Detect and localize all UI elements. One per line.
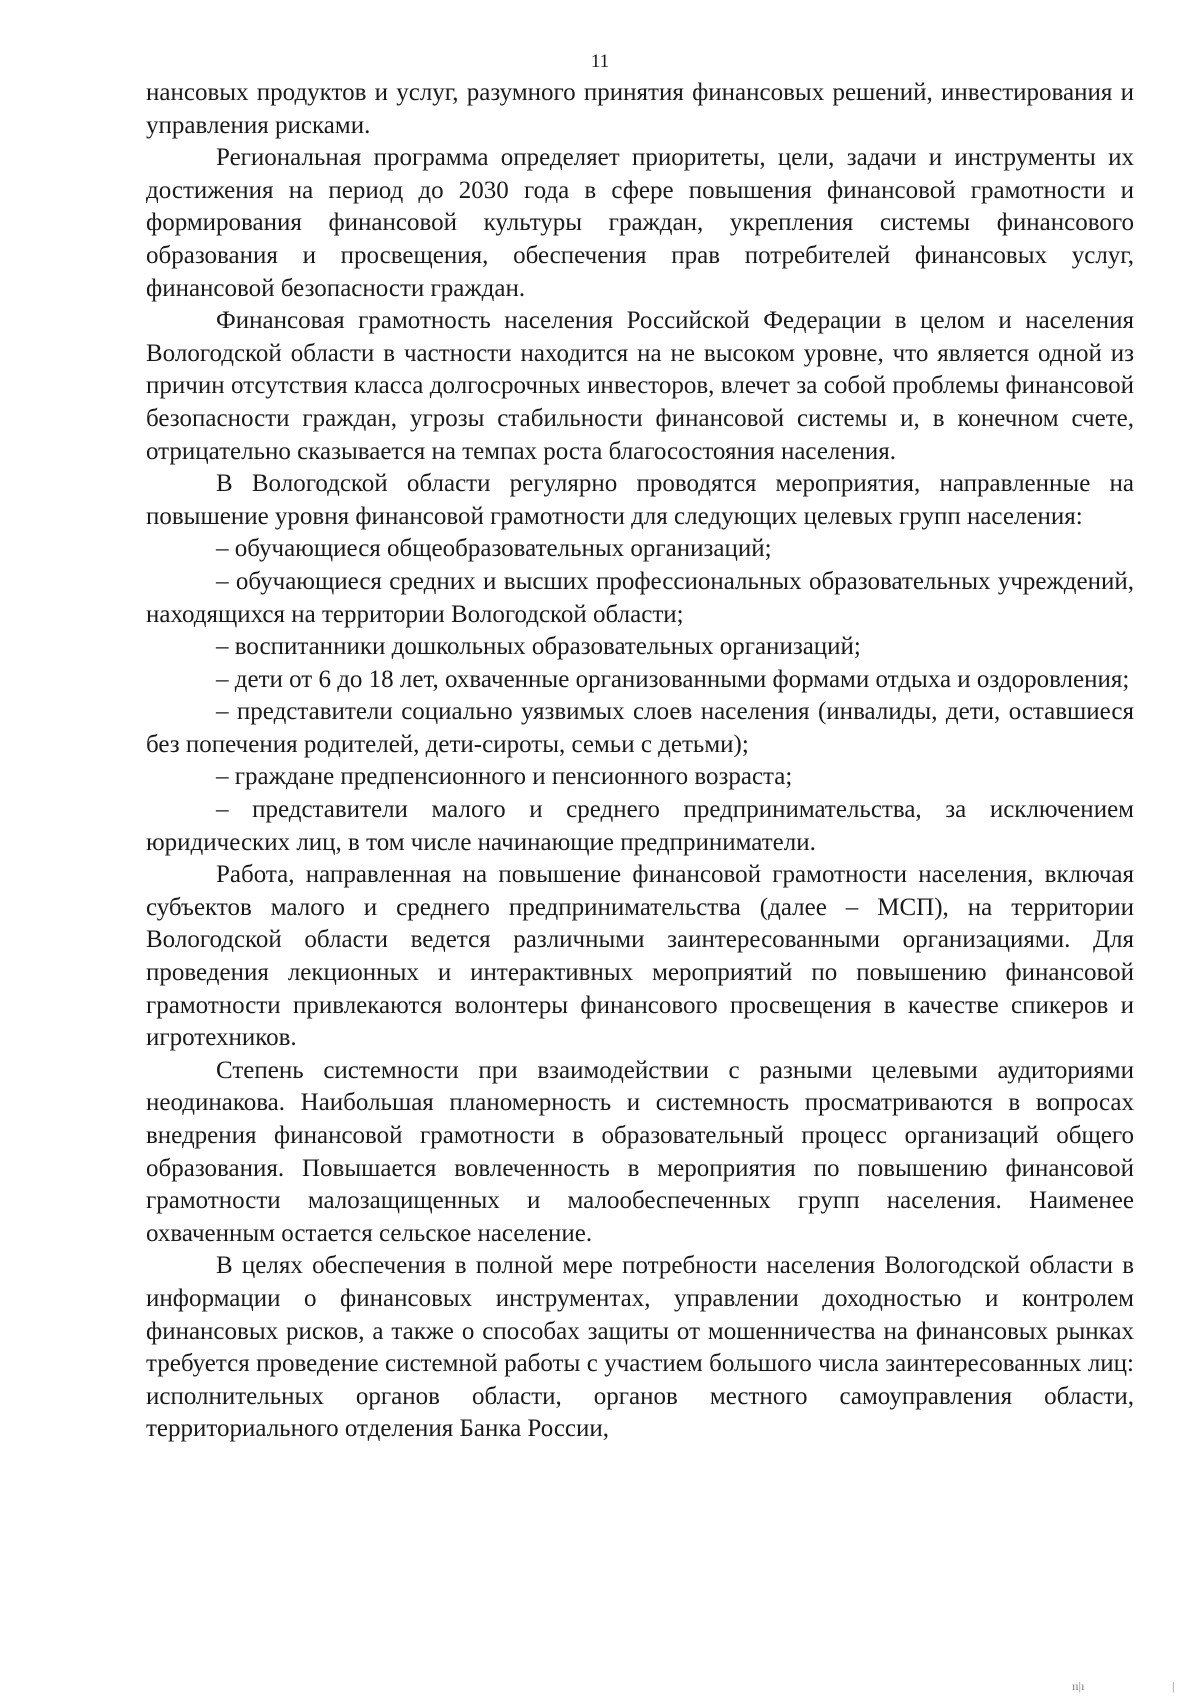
scan-mark: ıı|ı bbox=[1072, 1679, 1085, 1693]
list-item-vulnerable-groups: – представители социально уязвимых слоев населения (инвалиды, дети, оставшиеся без попечения родителей, дети-сироты, семьи с детьми); bbox=[146, 698, 1134, 758]
list-item-entrepreneurs: – представители малого и среднего предпринимательства, за исключением юридических лиц, в том числе начинающие предприниматели. bbox=[146, 796, 1134, 856]
paragraph-systematic-degree: Степень системности при взаимодействии с разными целевыми аудиториями неодинакова. Наибольшая планомерность и системность просматриваются в вопросах внедрения финансовой грамотности в образовательный процесс организаций общего образования. Повышается вовлеченность в мероприятия по повышению финансовой грамотности малозащищенных и малообеспеченных групп населения. Наименее охваченным остается сельское население. bbox=[146, 1056, 1134, 1247]
list-item-children-6-18: – дети от 6 до 18 лет, охваченные организованными формами отдыха и оздоровления; bbox=[216, 665, 1130, 693]
page-number: 11 bbox=[590, 51, 610, 72]
document-body bbox=[146, 77, 1134, 1446]
list-item-school-students: – обучающиеся общеобразовательных организаций; bbox=[216, 535, 772, 563]
list-item-pensioners: – граждане предпенсионного и пенсионного возраста; bbox=[216, 763, 793, 791]
paragraph-program-goals: Региональная программа определяет приоритеты, цели, задачи и инструменты их достижения на период до 2030 года в сфере повышения финансовой грамотности и формирования финансовой культуры граждан, укрепления системы финансового образования и просвещения, обеспечения прав потребителей финансовых услуг, финансовой безопасности граждан. bbox=[146, 144, 1134, 302]
paragraph-work-organizations: Работа, направленная на повышение финансовой грамотности населения, включая субъектов малого и среднего предпринимательства (далее – МСП), на территории Вологодской области ведется различными заинтересованными организациями. Для проведения лекционных и интерактивных мероприятий по повышению финансовой грамотности привлекаются волонтеры финансового просвещения в качестве спикеров и игротехников. bbox=[146, 861, 1134, 1052]
paragraph-information-needs: В целях обеспечения в полной мере потребности населения Вологодской области в информации о финансовых инструментах, управлении доходностью и контролем финансовых рисков, а также о способах защиты от мошенничества на финансовых рынках требуется проведение системной работы с участием большого числа заинтересованных лиц: исполнительных органов области, органов местного самоуправления области, территориального отделения Банка России, bbox=[146, 1252, 1134, 1443]
paragraph-continuation: нансовых продуктов и услуг, разумного принятия финансовых решений, инвестирования и управления рисками. bbox=[146, 79, 1134, 139]
paragraph-target-groups-intro: В Вологодской области регулярно проводятся мероприятия, направленные на повышение уровня финансовой грамотности для следующих целевых групп населения: bbox=[146, 470, 1134, 530]
paragraph-literacy-level: Финансовая грамотность населения Российской Федерации в целом и населения Вологодской области в частности находится на не высоком уровне, что является одной из причин отсутствия класса долгосрочных инвесторов, влечет за собой проблемы финансовой безопасности граждан, угрозы стабильности финансовой системы и, в конечном счете, отрицательно сказывается на темпах роста благосостояния населения. bbox=[146, 307, 1134, 465]
list-item-preschoolers: – воспитанники дошкольных образовательных организаций; bbox=[216, 633, 861, 661]
scan-tick: | bbox=[1172, 1679, 1175, 1693]
list-item-college-students: – обучающиеся средних и высших профессиональных образовательных учреждений, находящихся на территории Вологодской области; bbox=[146, 567, 1134, 628]
